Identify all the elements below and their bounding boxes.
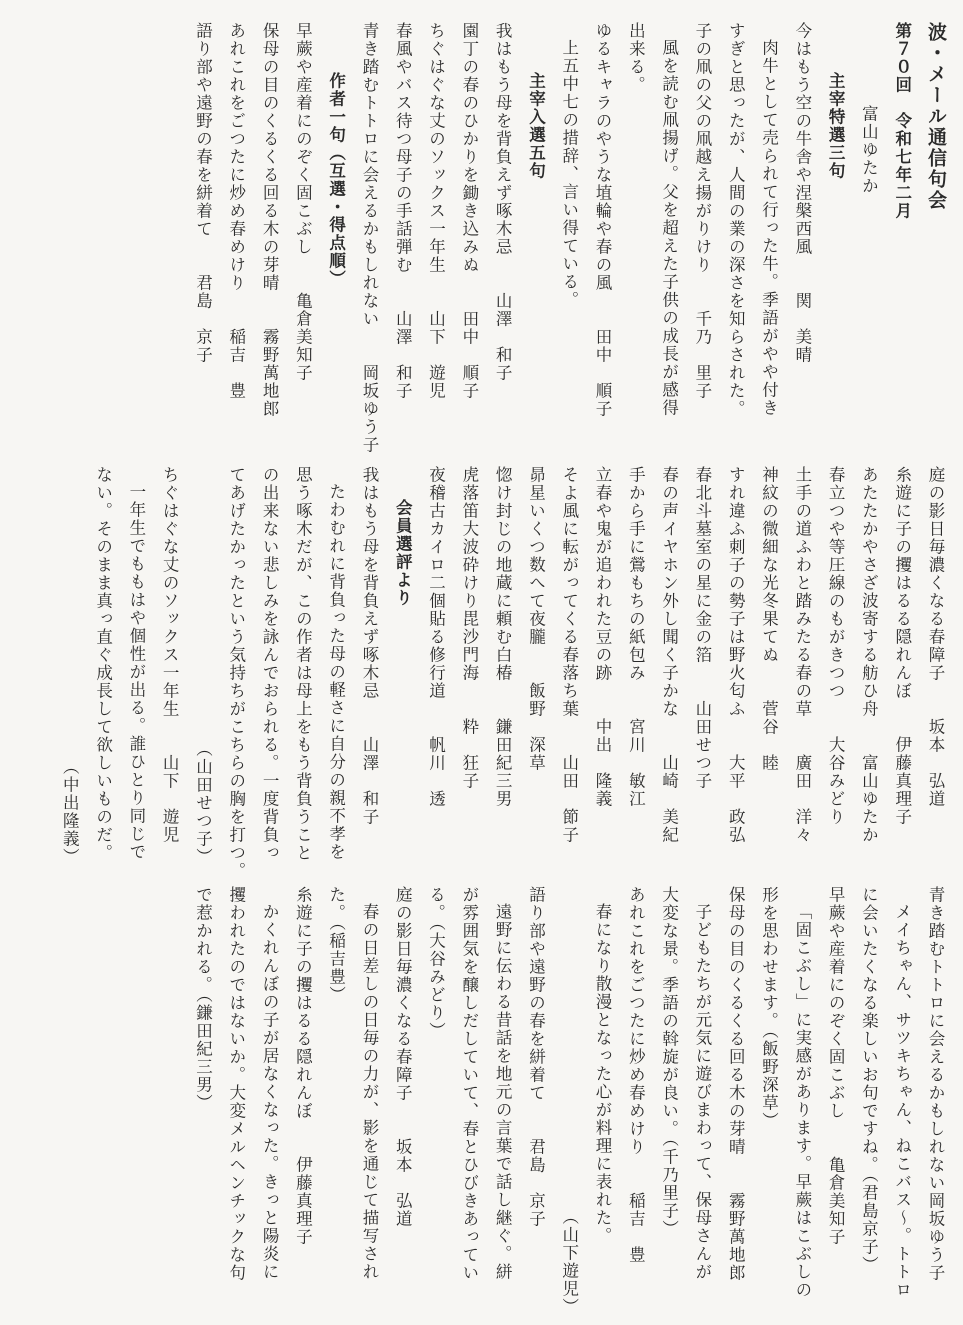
text-line: 神紋の微細な光冬果てぬ 菅谷 睦	[759, 466, 779, 772]
text-line: ちぐはぐな丈のソックス一年生 山下 遊児	[426, 22, 446, 400]
text-line: あれこれをごつたに炒め春めけり 稲吉 豊	[626, 886, 646, 1264]
text-line: 庭の影日毎濃くなる春障子 坂本 弘道	[393, 886, 413, 1228]
text-line: 遠野に伝わる昔話を地元の言葉で話し継ぐ。絣	[493, 902, 513, 1281]
text-line: 上五中七の措辞、言い得ている。	[559, 38, 579, 309]
host-name: 富山ゆたか	[859, 104, 879, 195]
text-line: すぎと思ったが、人間の業の深さを知らされた。	[726, 22, 746, 418]
text-line: で惹かれる。（鎌田紀三男）	[193, 886, 213, 1112]
text-line: 早蕨や産着にのぞく固こぶし 亀倉美知子	[293, 22, 313, 382]
text-line: ちぐはぐな丈のソックス一年生 山下 遊児	[160, 466, 180, 844]
text-line: 保母の目のくるくる回る木の芽晴 霧野萬地郎	[260, 22, 280, 418]
text-line: あれこれをごつたに炒め春めけり 稲吉 豊	[226, 22, 246, 400]
text-line: 虎落笛大波砕けり毘沙門海 粋 狂子	[459, 466, 479, 790]
top-section	[12, 22, 952, 452]
text-line: 肉牛として売られて行った牛。季語がやや付き	[759, 38, 779, 417]
text-line: 保母の目のくるくる回る木の芽晴 霧野萬地郎	[726, 886, 746, 1282]
text-line: 形を思わせます。（飯野深草）	[759, 886, 779, 1130]
section-heading: 作者一句（互選・得点順）	[326, 71, 346, 288]
mid-vertical-text	[12, 466, 952, 880]
text-line: 「固こぶし」に実感があります。早蕨はこぶしの	[792, 902, 812, 1299]
text-line: 手から手に鶯もちの紙包み 宮川 敏江	[626, 466, 646, 808]
text-line: 一年生でももはや個性が出る。誰ひとり同じで	[126, 482, 146, 861]
text-line: かくれんぼの子が居なくなった。きっと陽炎に	[260, 902, 280, 1281]
text-line: 糸遊に子の攫はるる隠れんぼ 伊藤真理子	[293, 886, 313, 1246]
text-line: 昴星いくつ数へて夜朧 飯野 深草	[526, 466, 546, 772]
text-line: が雰囲気を醸しだしていて、春とひびきあってい	[459, 886, 479, 1282]
text-line: そよ風に転がってくる春落ち葉 山田 節子	[559, 466, 579, 844]
text-line: に会いたくなる楽しいお句ですね。（君島京子）	[859, 886, 879, 1274]
issue-number: 第７０回	[892, 22, 912, 94]
text-line: 夜稽古カイロ二個貼る修行道 帆川 透	[426, 466, 446, 808]
text-line: 春になり散漫となった心が料理に表れた。	[593, 902, 613, 1245]
text-line: たわむれに背負った母の軽さに自分の親不孝を	[326, 482, 346, 861]
text-line: の出来ない悲しみを詠んでおられる。一度背負っ	[260, 466, 280, 862]
text-line: 子の凧の父の凧越え揚がりけり 千乃 里子	[692, 22, 712, 400]
text-line: 攫われたのではないか。大変メルヘンチックな句	[226, 886, 246, 1282]
page-title: 波・メール通信句会	[925, 22, 947, 211]
middle-section	[12, 466, 952, 880]
bottom-vertical-text	[12, 886, 952, 1316]
text-line: た。（稲吉豊）	[326, 886, 346, 1004]
text-line: 子どもたちが元気に遊びまわって、保母さんが	[692, 902, 712, 1281]
text-line: すれ違ふ刺子の勢子は野火匂ふ 大平 政弘	[726, 466, 746, 844]
text-line: メイちゃん、サツキちゃん、ねこバス〜。トトロ	[892, 902, 912, 1299]
text-line: てあげたかったという気持ちがこちらの胸を打つ。	[226, 466, 246, 880]
commenter: （中出隆義）	[60, 758, 80, 866]
text-line: 早蕨や産着にのぞく固こぶし 亀倉美知子	[826, 886, 846, 1246]
text-line: 園丁の春のひかりを鋤き込みぬ 田中 順子	[459, 22, 479, 400]
section-heading: 主宰入選五句	[526, 71, 546, 180]
text-line: 春北斗墓室の星に金の箔 山田せつ子	[692, 466, 712, 790]
text-line: 立春や鬼が追われた豆の跡 中出 隆義	[593, 466, 613, 808]
commenter: （山田せつ子）	[193, 740, 213, 866]
text-line: 青き踏むトトロに会えるかもしれない 岡坂ゆう子	[359, 22, 379, 454]
section-heading: 主宰特選三句	[826, 71, 846, 180]
text-line: 惚け封じの地蔵に頼む白椿 鎌田紀三男	[493, 466, 513, 808]
text-line: 糸遊に子の攫はるる隠れんぼ 伊藤真理子	[892, 466, 912, 826]
text-line: る。（大谷みどり）	[426, 886, 446, 1040]
text-line: 春風やバス待つ母子の手話弾む 山澤 和子	[393, 22, 413, 400]
text-line: 我はもう母を背負えず啄木忌 山澤 和子	[359, 466, 379, 826]
text-line: ゆるキャラのやうな埴輪や春の風 田中 順子	[593, 22, 613, 418]
text-line: 庭の影日毎濃くなる春障子 坂本 弘道	[926, 466, 945, 808]
text-line: 春立つや等圧線のもがきつつ 大谷みどり	[826, 466, 846, 826]
text-line: 青き踏むトトロに会えるかもしれない岡坂ゆう子	[926, 886, 945, 1282]
text-line: 我はもう母を背負えず啄木忌 山澤 和子	[493, 22, 513, 382]
section-heading: 会員選評より	[393, 499, 413, 607]
issue-date: 令和七年二月	[892, 112, 912, 220]
text-line: あたたかやさざ波寄する舫ひ舟 富山ゆたか	[859, 466, 879, 844]
text-line: 語り部や遠野の春を絣着て 君島 京子	[526, 886, 546, 1228]
text-line: 春の声イヤホン外し聞く子かな 山崎 美紀	[659, 466, 679, 844]
text-line: 土手の道ふわと踏みたる春の草 廣田 洋々	[792, 466, 812, 844]
top-vertical-text	[12, 22, 952, 452]
commenter: （山下遊児）	[559, 1208, 579, 1316]
text-line: 春の日差しの日毎の力が、影を通じて描写され	[359, 902, 379, 1281]
text-line: 今はもう空の牛舎や涅槃西風 関 美晴	[792, 22, 812, 364]
text-line: 風を読む凧揚げ。父を超えた子供の成長が感得	[659, 38, 679, 417]
text-line: ない。そのまま真っ直ぐ成長して欲しいものだ。	[93, 466, 113, 862]
text-line: 語り部や遠野の春を絣着て 君島 京子	[193, 22, 213, 364]
text-line: 出来る。	[626, 22, 646, 94]
bottom-section	[12, 886, 952, 1316]
text-line: 思う啄木だが、この作者は母上をもう背負うこと	[293, 466, 313, 862]
text-line: 大変な景。季語の斡旋が良い。（千乃里子）	[659, 886, 679, 1238]
issue-line	[885, 22, 918, 452]
